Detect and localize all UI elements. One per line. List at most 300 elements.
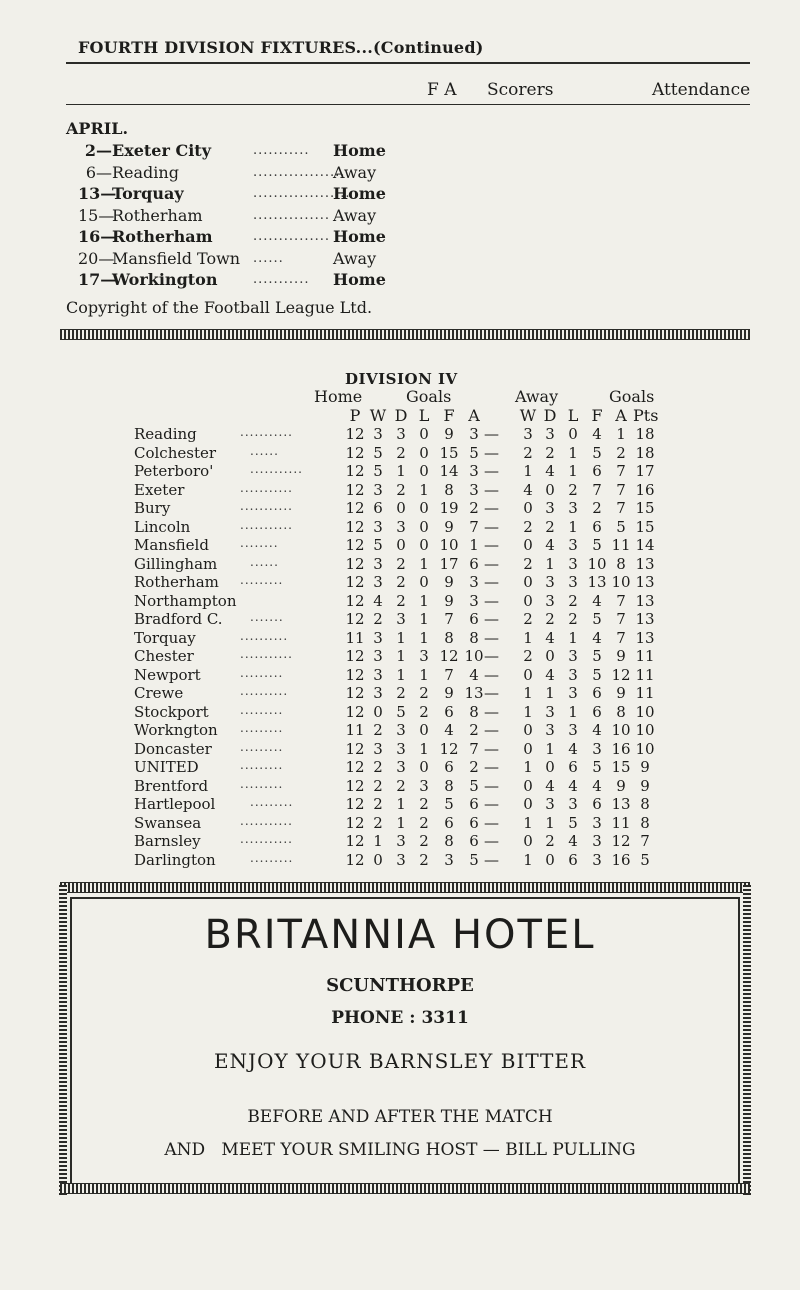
stat-ha: 8 — [469, 702, 479, 721]
stat-ha: 6 — [469, 813, 479, 832]
stat-ad: 2 — [545, 610, 555, 628]
club-leader: ......... — [240, 721, 284, 735]
club-leader: ......... — [250, 850, 294, 865]
stat-aw: 1 — [523, 628, 533, 647]
stat-hd: 2 — [396, 480, 406, 499]
stat-hl: 3 — [419, 776, 429, 795]
stat-al: 6 — [568, 758, 578, 776]
stat-hl: 2 — [419, 684, 429, 702]
fixture-date: 13— — [78, 184, 117, 203]
stat-p: 12 — [345, 443, 365, 462]
stat-hl: 0 — [419, 425, 429, 443]
stat-aa: 12 — [611, 832, 631, 850]
stat-al: 1 — [568, 462, 578, 480]
league-col-0: P — [349, 406, 361, 425]
stat-aw: 2 — [523, 554, 533, 573]
fixture-venue: Home — [333, 184, 386, 203]
stat-aw: 1 — [523, 702, 533, 721]
fixture-team: Workington — [112, 270, 218, 289]
club-name: Darlington — [134, 850, 216, 869]
league-row — [0, 499, 800, 518]
league-col-11: Pts — [633, 406, 659, 425]
stat-ad: 3 — [545, 425, 555, 443]
stat-hl: 2 — [419, 832, 429, 850]
stat-aa: 9 — [616, 684, 626, 702]
stat-ad: 1 — [545, 813, 555, 832]
stat-aw: 0 — [523, 776, 533, 795]
stat-af: 3 — [592, 832, 602, 850]
stat-al: 4 — [568, 776, 578, 795]
home-away-separator: — — [484, 721, 499, 739]
club-leader: ......... — [240, 739, 284, 754]
away-label: Away — [515, 387, 559, 406]
stat-aw: 0 — [523, 573, 533, 591]
stat-hd: 1 — [396, 795, 406, 813]
home-away-separator: — — [484, 647, 499, 665]
stat-ad: 4 — [545, 665, 555, 684]
stat-pts: 11 — [635, 665, 655, 684]
copyright-note: Copyright of the Football League Ltd. — [66, 298, 373, 317]
stat-pts: 9 — [640, 758, 650, 776]
stat-aw: 2 — [523, 517, 533, 536]
fixture-date: 15— — [78, 205, 115, 225]
away-goals-label: Goals — [609, 387, 655, 406]
stat-p: 12 — [345, 425, 365, 443]
fixture-venue: Away — [333, 248, 377, 268]
stat-hd: 3 — [396, 758, 406, 776]
stat-ad: 1 — [545, 554, 555, 573]
stat-aw: 0 — [523, 591, 533, 610]
title-rule — [66, 62, 750, 64]
stat-ha: 6 — [469, 554, 479, 573]
home-away-separator: — — [484, 480, 499, 499]
stat-hd: 2 — [396, 554, 406, 573]
stat-hd: 2 — [396, 443, 406, 462]
fixture-row — [78, 226, 408, 248]
stat-ad: 3 — [545, 591, 555, 610]
fixture-leader: ...... — [253, 250, 284, 266]
stat-hd: 3 — [396, 721, 406, 739]
league-row — [0, 425, 800, 444]
stat-ad: 0 — [545, 647, 555, 665]
advert-slogan: ENJOY YOUR BARNSLEY BITTER — [213, 1049, 587, 1073]
stat-hd: 1 — [396, 813, 406, 832]
home-away-separator: — — [484, 758, 499, 776]
stat-hf: 3 — [444, 850, 454, 869]
stat-al: 3 — [568, 795, 578, 813]
stat-aa: 11 — [611, 813, 631, 832]
stat-hd: 3 — [396, 425, 406, 443]
stat-af: 5 — [592, 758, 602, 776]
stat-p: 12 — [345, 758, 365, 776]
stat-aa: 7 — [616, 499, 626, 517]
stat-al: 3 — [568, 554, 578, 573]
stat-pts: 16 — [635, 480, 655, 499]
stat-hd: 5 — [396, 702, 406, 721]
stat-al: 3 — [568, 684, 578, 702]
stat-af: 3 — [592, 739, 602, 758]
fixture-row — [78, 248, 408, 270]
fixture-row — [78, 205, 408, 227]
stat-hd: 2 — [396, 684, 406, 702]
stat-p: 12 — [345, 480, 365, 499]
club-leader: ...... — [250, 554, 279, 569]
stat-hf: 9 — [444, 425, 454, 443]
club-leader: ......... — [240, 758, 284, 772]
stat-pts: 13 — [635, 591, 655, 610]
stat-aw: 2 — [523, 647, 533, 665]
league-row — [0, 647, 800, 666]
fixture-row — [78, 140, 408, 162]
stat-af: 6 — [592, 795, 602, 813]
advert-line-1: BEFORE AND AFTER THE MATCH — [247, 1107, 553, 1127]
col-head-attendance: Attendance — [652, 80, 751, 100]
stat-aa: 12 — [611, 665, 631, 684]
club-name: Northampton — [134, 591, 237, 610]
club-leader: ........... — [240, 480, 293, 495]
stat-aa: 10 — [611, 573, 631, 591]
club-name: Workngton — [134, 721, 218, 739]
club-name: Exeter — [134, 480, 185, 499]
stat-al: 4 — [568, 832, 578, 850]
club-name: Stockport — [134, 702, 209, 721]
stat-hf: 12 — [439, 739, 459, 758]
stat-pts: 15 — [635, 499, 655, 517]
stat-ha: 3 — [469, 573, 479, 591]
stat-af: 7 — [592, 480, 602, 499]
stat-pts: 17 — [635, 462, 655, 480]
league-col-6: W — [519, 406, 537, 425]
league-row — [0, 610, 800, 629]
stat-aw: 0 — [523, 721, 533, 739]
club-leader: .......... — [240, 628, 289, 643]
stat-pts: 11 — [635, 647, 655, 665]
stat-al: 2 — [568, 480, 578, 499]
club-leader: ......... — [250, 795, 294, 809]
stat-ad: 0 — [545, 758, 555, 776]
fixture-list — [78, 140, 408, 291]
stat-hl: 0 — [419, 462, 429, 480]
stat-p: 12 — [345, 517, 365, 536]
fixture-row — [78, 183, 408, 205]
stat-af: 10 — [587, 554, 607, 573]
stat-hw: 4 — [373, 591, 383, 610]
league-col-10: A — [615, 406, 627, 425]
stat-aa: 7 — [616, 610, 626, 628]
home-away-separator: — — [484, 591, 499, 610]
stat-ha: 7 — [469, 517, 479, 536]
stat-hl: 0 — [419, 443, 429, 462]
stat-hw: 0 — [373, 850, 383, 869]
stat-hl: 1 — [419, 480, 429, 499]
stat-hl: 1 — [419, 628, 429, 647]
stat-af: 4 — [592, 776, 602, 795]
stat-aw: 0 — [523, 832, 533, 850]
home-away-separator: — — [484, 739, 499, 758]
stat-ad: 4 — [545, 462, 555, 480]
club-name: Mansfield — [134, 536, 209, 554]
club-leader: ........... — [240, 832, 293, 846]
separator-band-footer — [60, 1183, 750, 1194]
stat-af: 2 — [592, 499, 602, 517]
stat-pts: 13 — [635, 573, 655, 591]
stat-aw: 0 — [523, 739, 533, 758]
stat-hl: 2 — [419, 850, 429, 869]
stat-hw: 0 — [373, 702, 383, 721]
league-col-3: L — [418, 406, 430, 425]
stat-p: 12 — [345, 591, 365, 610]
league-row — [0, 536, 800, 555]
home-away-separator: — — [484, 536, 499, 554]
stat-af: 3 — [592, 813, 602, 832]
home-away-separator: — — [484, 628, 499, 647]
club-leader: ........... — [240, 499, 293, 513]
fixture-team: Reading — [112, 162, 179, 182]
stat-hf: 12 — [439, 647, 459, 665]
stat-al: 1 — [568, 517, 578, 536]
stat-af: 6 — [592, 517, 602, 536]
stat-af: 6 — [592, 462, 602, 480]
stat-pts: 13 — [635, 554, 655, 573]
stat-hd: 2 — [396, 573, 406, 591]
stat-af: 6 — [592, 702, 602, 721]
league-row — [0, 555, 800, 574]
fixture-date: 20— — [78, 248, 115, 268]
stat-hw: 3 — [373, 684, 383, 702]
stat-hf: 7 — [444, 610, 454, 628]
stat-p: 12 — [345, 795, 365, 813]
stat-hw: 3 — [373, 665, 383, 684]
stat-hl: 0 — [419, 721, 429, 739]
stat-hw: 3 — [373, 739, 383, 758]
stat-hf: 9 — [444, 573, 454, 591]
stat-hl: 2 — [419, 795, 429, 813]
stat-ha: 5 — [469, 776, 479, 795]
stat-hd: 0 — [396, 499, 406, 517]
stat-hf: 7 — [444, 665, 454, 684]
stat-ha: 3 — [469, 425, 479, 443]
league-col-2: D — [394, 406, 408, 425]
stat-p: 12 — [345, 684, 365, 702]
stat-pts: 13 — [635, 610, 655, 628]
club-leader: ........... — [250, 462, 303, 476]
stat-hl: 0 — [419, 536, 429, 554]
stat-aw: 2 — [523, 610, 533, 628]
stat-aw: 0 — [523, 665, 533, 684]
club-name: Torquay — [134, 628, 196, 647]
stat-aw: 1 — [523, 850, 533, 869]
home-away-separator: — — [484, 573, 499, 591]
league-row — [0, 629, 800, 648]
club-leader: ......... — [240, 702, 284, 717]
club-name: UNITED — [134, 758, 199, 776]
league-col-8: L — [567, 406, 579, 425]
stat-al: 3 — [568, 573, 578, 591]
hotel-town: SCUNTHORPE — [326, 975, 474, 996]
stat-pts: 10 — [635, 702, 655, 721]
league-col-9: F — [591, 406, 603, 425]
stat-aa: 7 — [616, 462, 626, 480]
stat-aa: 8 — [616, 702, 626, 721]
stat-hd: 1 — [396, 665, 406, 684]
stat-aa: 16 — [611, 850, 631, 869]
stat-ha: 6 — [469, 832, 479, 850]
stat-p: 11 — [345, 721, 365, 739]
club-leader: ...... — [250, 443, 279, 458]
stat-hf: 6 — [444, 813, 454, 832]
stat-hd: 1 — [396, 647, 406, 665]
league-row — [0, 740, 800, 759]
stat-hd: 3 — [396, 832, 406, 850]
club-leader: ........... — [240, 647, 293, 661]
stat-ad: 3 — [545, 795, 555, 813]
stat-pts: 13 — [635, 628, 655, 647]
home-away-separator: — — [484, 813, 499, 832]
fixture-leader: ........... — [253, 143, 310, 158]
home-away-separator: — — [484, 517, 499, 536]
stat-hw: 3 — [373, 628, 383, 647]
stat-hf: 14 — [439, 462, 459, 480]
home-away-separator: — — [484, 554, 499, 573]
stat-hd: 1 — [396, 462, 406, 480]
stat-ha: 3 — [469, 480, 479, 499]
stat-al: 4 — [568, 739, 578, 758]
stat-ha: 6 — [469, 795, 479, 813]
club-leader: ........... — [240, 813, 293, 828]
stat-p: 12 — [345, 850, 365, 869]
stat-hl: 3 — [419, 647, 429, 665]
stat-hl: 1 — [419, 591, 429, 610]
stat-hl: 0 — [419, 517, 429, 536]
stat-hw: 5 — [373, 462, 383, 480]
stat-aa: 8 — [616, 554, 626, 573]
stat-aa: 2 — [616, 443, 626, 462]
stat-af: 6 — [592, 684, 602, 702]
fixture-leader: ............... — [253, 229, 330, 244]
stat-hd: 1 — [396, 628, 406, 647]
stat-aw: 3 — [523, 425, 533, 443]
league-row — [0, 814, 800, 833]
stat-ad: 0 — [545, 850, 555, 869]
stat-ha: 5 — [469, 850, 479, 869]
stat-pts: 15 — [635, 517, 655, 536]
club-name: Barnsley — [134, 832, 201, 850]
club-name: Bradford C. — [134, 610, 223, 628]
stat-p: 12 — [345, 499, 365, 517]
stat-ad: 3 — [545, 499, 555, 517]
fixture-row — [78, 269, 408, 291]
stat-hf: 8 — [444, 628, 454, 647]
stat-ha: 10 — [464, 647, 484, 665]
club-name: Chester — [134, 647, 194, 665]
club-name: Lincoln — [134, 517, 191, 536]
stat-pts: 10 — [635, 739, 655, 758]
stat-ad: 4 — [545, 536, 555, 554]
stat-al: 6 — [568, 850, 578, 869]
stat-hw: 3 — [373, 517, 383, 536]
league-row — [0, 444, 800, 463]
fixture-team: Mansfield Town — [112, 248, 241, 268]
stat-aa: 16 — [611, 739, 631, 758]
stat-al: 3 — [568, 721, 578, 739]
stat-ha: 2 — [469, 499, 479, 517]
stat-hf: 9 — [444, 684, 454, 702]
stat-p: 12 — [345, 776, 365, 795]
fixtures-month: APRIL. — [66, 119, 129, 138]
stat-p: 12 — [345, 739, 365, 758]
stat-al: 3 — [568, 499, 578, 517]
stat-aw: 1 — [523, 684, 533, 702]
stat-aa: 10 — [611, 721, 631, 739]
stat-af: 13 — [587, 573, 607, 591]
fixture-leader: ................... — [253, 186, 351, 201]
league-row — [0, 592, 800, 611]
stat-af: 3 — [592, 850, 602, 869]
stat-hf: 4 — [444, 721, 454, 739]
stat-pts: 8 — [640, 795, 650, 813]
home-goals-label: Goals — [406, 387, 452, 406]
stat-aa: 9 — [616, 647, 626, 665]
stat-aa: 11 — [611, 536, 631, 554]
stat-pts: 8 — [640, 813, 650, 832]
league-row — [0, 518, 800, 537]
stat-pts: 18 — [635, 443, 655, 462]
home-away-separator: — — [484, 850, 499, 869]
fixture-leader: ............... — [253, 207, 330, 223]
stat-al: 1 — [568, 702, 578, 721]
fixture-team: Rotherham — [112, 227, 213, 246]
separator-band-top — [60, 329, 750, 340]
stat-ha: 7 — [469, 739, 479, 758]
hotel-name: BRITANNIA HOTEL — [204, 912, 596, 958]
stat-hd: 2 — [396, 776, 406, 795]
league-col-1: W — [369, 406, 387, 425]
league-row — [0, 573, 800, 592]
home-away-separator: — — [484, 795, 499, 813]
stat-aw: 1 — [523, 462, 533, 480]
stat-hw: 3 — [373, 647, 383, 665]
stat-al: 2 — [568, 610, 578, 628]
club-name: Peterboro' — [134, 462, 214, 480]
stat-aw: 0 — [523, 499, 533, 517]
stat-af: 5 — [592, 665, 602, 684]
home-away-separator: — — [484, 462, 499, 480]
fixture-date: 6— — [85, 162, 112, 182]
stat-ha: 8 — [469, 628, 479, 647]
separator-band-bottom — [60, 882, 750, 893]
league-row — [0, 462, 800, 481]
fixture-leader: .................. — [253, 164, 346, 180]
stat-hw: 2 — [373, 776, 383, 795]
hotel-phone: PHONE : 3311 — [331, 1008, 469, 1028]
stat-aa: 7 — [616, 480, 626, 499]
home-away-separator: — — [484, 610, 499, 628]
stat-aa: 7 — [616, 628, 626, 647]
league-row — [0, 703, 800, 722]
stat-hw: 2 — [373, 758, 383, 776]
club-name: Gillingham — [134, 554, 218, 573]
stat-ad: 4 — [545, 776, 555, 795]
club-name: Rotherham — [134, 573, 219, 591]
stat-hl: 1 — [419, 665, 429, 684]
stat-al: 1 — [568, 628, 578, 647]
stat-ad: 3 — [545, 573, 555, 591]
stat-al: 5 — [568, 813, 578, 832]
stat-hd: 2 — [396, 591, 406, 610]
stat-aw: 0 — [523, 795, 533, 813]
league-row — [0, 851, 800, 870]
league-col-4: F — [443, 406, 455, 425]
